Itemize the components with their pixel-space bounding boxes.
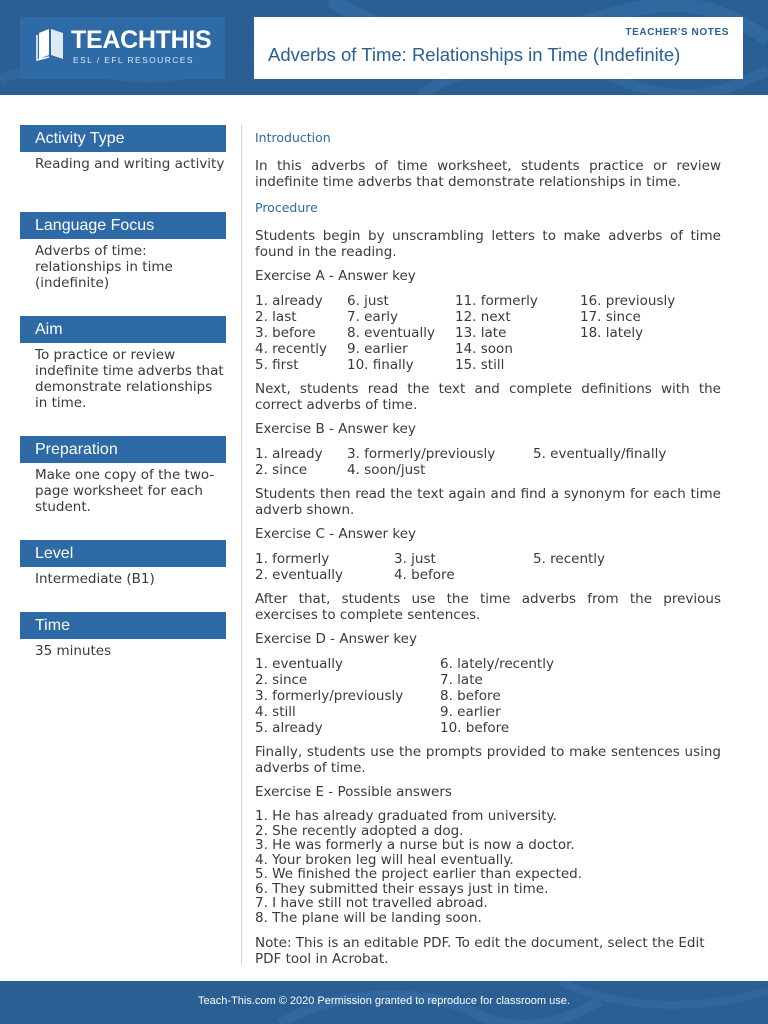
answer-item: 16. previously	[580, 293, 676, 309]
exercise-b-heading: Exercise B - Answer key	[255, 421, 416, 437]
answer-item: 14. soon	[455, 341, 513, 357]
exercise-e-answers	[255, 809, 721, 925]
answer-item: 12. next	[455, 309, 511, 325]
answer-item: 11. formerly	[455, 293, 538, 309]
title-box	[254, 17, 743, 79]
answer-item: 10. before	[440, 720, 510, 736]
procedure-step-1: Students begin by unscrambling letters to make adverbs of time found in the reading.	[255, 228, 721, 260]
brand-tagline: ESL / EFL RESOURCES	[73, 55, 194, 65]
book-icon	[36, 27, 66, 61]
answer-item: 1. already	[255, 293, 323, 309]
brand-logo	[20, 17, 225, 79]
answer-item: 4. before	[394, 567, 455, 583]
activity-type-heading: Activity Type	[20, 125, 226, 152]
answer-item: 1. eventually	[255, 656, 343, 672]
page-title: Adverbs of Time: Relationships in Time (Indefinite)	[268, 44, 681, 65]
answer-item: 2. since	[255, 462, 308, 478]
time-value: 35 minutes	[35, 643, 112, 659]
page-header	[0, 0, 768, 95]
column-divider	[241, 125, 242, 965]
answer-item: 4. still	[255, 704, 296, 720]
procedure-heading: Procedure	[255, 200, 318, 215]
answer-item: 5. eventually/finally	[533, 446, 667, 462]
answer-item: 18. lately	[580, 325, 644, 341]
answer-item: 9. earlier	[347, 341, 408, 357]
answer-item: 3. just	[394, 551, 436, 567]
language-focus-heading: Language Focus	[20, 212, 226, 239]
answer-item: 13. late	[455, 325, 507, 341]
answer-item: 10. finally	[347, 357, 414, 373]
answer-item: 1. already	[255, 446, 323, 462]
answer-item: 2. She recently adopted a dog.	[255, 822, 464, 839]
aim-value: To practice or review indefinite time adverbs that demonstrate relationships in time.	[35, 347, 224, 411]
exercise-b-answers	[255, 446, 721, 478]
introduction-text: In this adverbs of time worksheet, students practice or review indefinite time adverbs that demonstrate relationships in time.	[255, 158, 721, 190]
exercise-d-heading: Exercise D - Answer key	[255, 631, 417, 647]
procedure-step-2: Next, students read the text and complete definitions with the correct adverbs of time.	[255, 381, 721, 413]
answer-item: 5. first	[255, 357, 299, 373]
time-heading: Time	[20, 612, 226, 639]
exercise-a-answers	[255, 293, 721, 373]
answer-item: 1. He has already graduated from university.	[255, 808, 557, 824]
answer-item: 7. early	[347, 309, 399, 325]
editable-pdf-note: Note: This is an editable PDF. To edit the document, select the Edit PDF tool in Acrobat.	[255, 935, 705, 967]
main-content	[255, 130, 721, 967]
answer-item: 7. I have still not travelled abroad.	[255, 895, 488, 911]
answer-item: 6. just	[347, 293, 389, 309]
language-focus-value: Adverbs of time: relationships in time (indefinite)	[35, 243, 173, 291]
answer-item: 3. formerly/previously	[347, 446, 496, 462]
level-value: Intermediate (B1)	[35, 571, 155, 587]
exercise-a-heading: Exercise A - Answer key	[255, 268, 416, 284]
answer-item: 4. recently	[255, 341, 328, 357]
activity-type-value: Reading and writing activity	[35, 156, 225, 172]
preparation-heading: Preparation	[20, 436, 226, 463]
level-heading: Level	[20, 540, 226, 567]
answer-item: 2. last	[255, 309, 297, 325]
answer-item: 1. formerly	[255, 551, 330, 567]
copyright-notice: Teach-This.com © 2020 Permission granted to reproduce for classroom use.	[198, 995, 570, 1007]
answer-item: 7. late	[440, 672, 483, 688]
teachers-notes-label: TEACHER'S NOTES	[625, 27, 729, 38]
page-footer	[0, 981, 768, 1024]
aim-heading: Aim	[20, 316, 226, 343]
exercise-c-answers	[255, 551, 721, 583]
procedure-step-4: After that, students use the time adverbs from the previous exercises to complete sentences.	[255, 591, 721, 623]
answer-item: 4. Your broken leg will heal eventually.	[255, 851, 514, 868]
answer-item: 6. lately/recently	[440, 656, 554, 672]
answer-item: 6. They submitted their essays just in time.	[255, 880, 549, 897]
answer-item: 5. We finished the project earlier than expected.	[255, 866, 583, 882]
answer-item: 9. earlier	[440, 704, 501, 720]
procedure-step-3: Students then read the text again and find a synonym for each time adverb shown.	[255, 486, 721, 518]
answer-item: 8. eventually	[347, 325, 435, 341]
answer-item: 5. already	[255, 720, 323, 736]
answer-item: 4. soon/just	[347, 462, 426, 478]
brand-name: TEACHTHIS	[71, 26, 212, 54]
answer-item: 3. formerly/previously	[255, 688, 404, 704]
answer-item: 15. still	[455, 357, 505, 373]
answer-item: 8. before	[440, 688, 501, 704]
exercise-c-heading: Exercise C - Answer key	[255, 526, 416, 542]
answer-item: 2. since	[255, 672, 308, 688]
answer-item: 3. before	[255, 325, 316, 341]
answer-item: 5. recently	[533, 551, 606, 567]
exercise-d-answers	[255, 656, 721, 736]
preparation-value: Make one copy of the two-page worksheet for each student.	[35, 467, 215, 515]
answer-item: 3. He was formerly a nurse but is now a doctor.	[255, 837, 575, 853]
answer-item: 17. since	[580, 309, 641, 325]
info-sidebar	[20, 125, 226, 659]
exercise-e-heading: Exercise E - Possible answers	[255, 784, 452, 800]
answer-item: 2. eventually	[255, 567, 343, 583]
answer-item: 8. The plane will be landing soon.	[255, 909, 482, 926]
procedure-step-5: Finally, students use the prompts provided to make sentences using adverbs of time.	[255, 744, 721, 776]
introduction-heading: Introduction	[255, 130, 331, 145]
